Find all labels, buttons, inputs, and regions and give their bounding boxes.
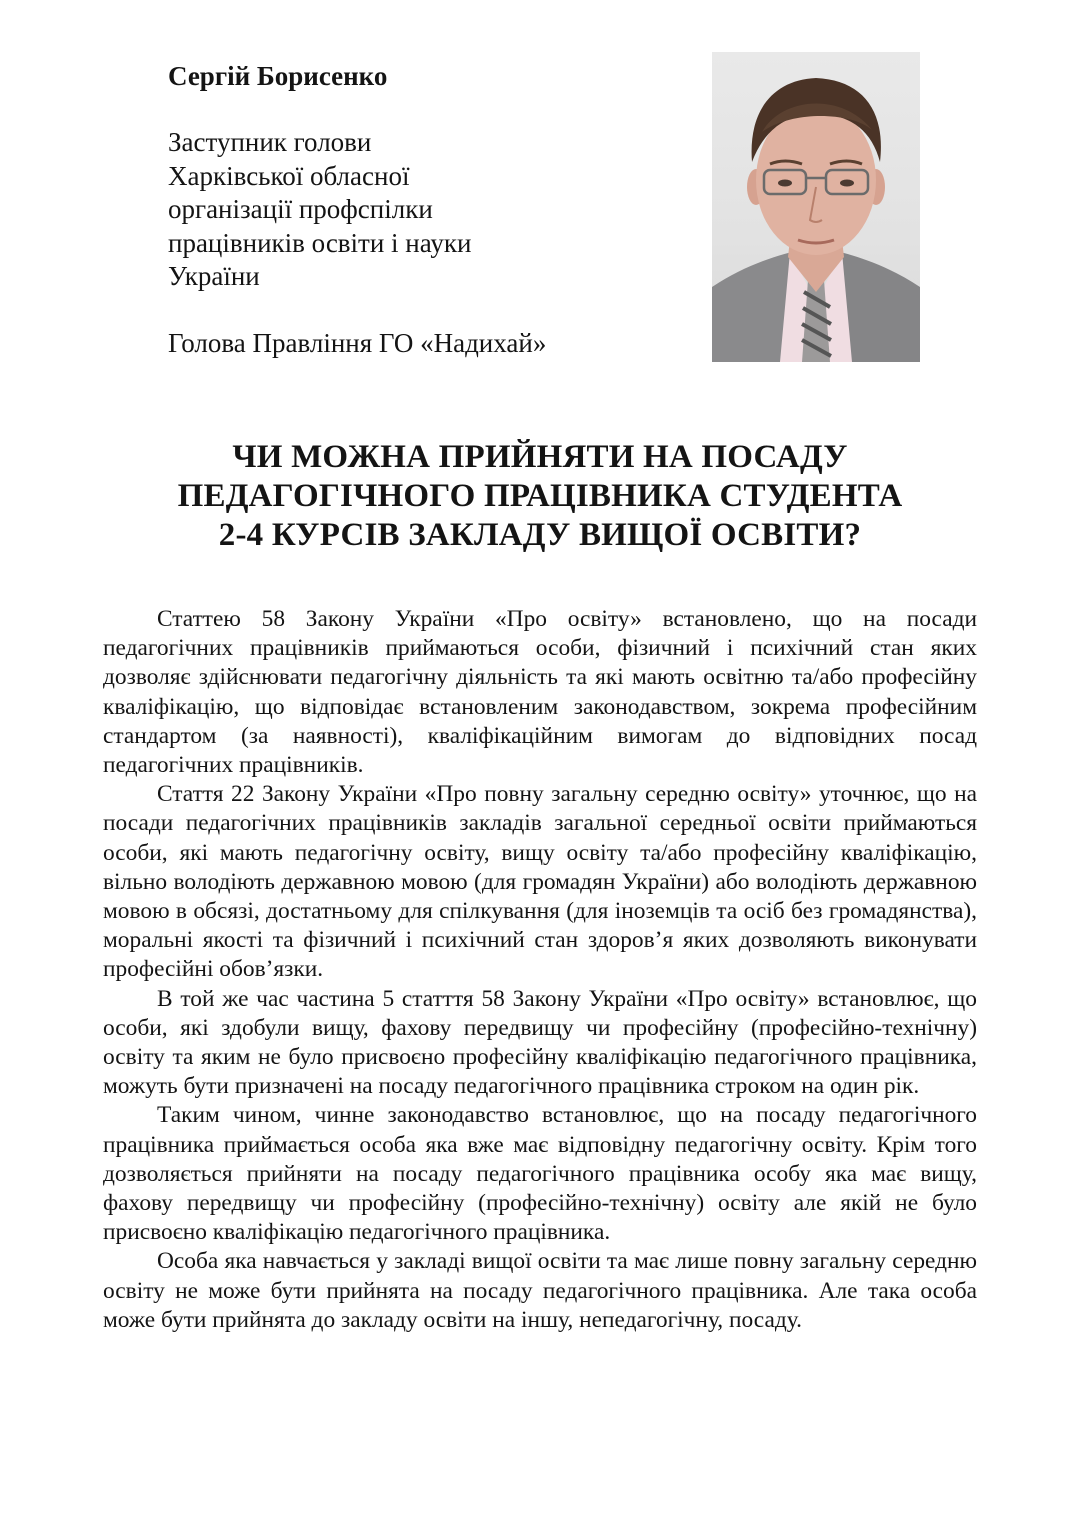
author-position-line: України bbox=[168, 261, 260, 291]
author-position-line: працівників освіти і науки bbox=[168, 227, 472, 258]
body-paragraph: Стаття 22 Закону України «Про повну загальну середню освіту» уточнює, що на посади педагогічних працівників закладів загальної середньої освіти приймаються особи, які мають педагогічну освіту, вищу освіту та/або професійну кваліфікацію, вільно володіють державною мовою (для громадян України) або володіють державною мовою в обсязі, достатньому для спілкування (для іноземців та осіб без громадянства), моральні якості та фізичний і психічний стан здоров’я яких дозволяють виконувати професійні обов’язки. bbox=[103, 781, 977, 983]
article-body bbox=[103, 605, 977, 1335]
author-name: Сергій Борисенко bbox=[168, 61, 388, 91]
author-photo bbox=[712, 52, 920, 362]
author-position-line: Заступник голови bbox=[168, 127, 372, 157]
author-position bbox=[168, 126, 668, 294]
article-title-line: 2-4 КУРСІВ ЗАКЛАДУ ВИЩОЇ ОСВІТИ? bbox=[218, 517, 862, 553]
article-title bbox=[60, 438, 1020, 555]
article-title-line: ЧИ МОЖНА ПРИЙНЯТИ НА ПОСАДУ bbox=[232, 439, 848, 475]
author-portrait-illustration bbox=[712, 52, 920, 362]
body-paragraph: Особа яка навчається у закладі вищої освіти та має лише повну загальну середню освіту не може бути прийнята на посаду педагогічного працівника. Але така особа може бути прийнята до закладу освіти на іншу, непедагогічну, посаду. bbox=[103, 1248, 977, 1333]
article-title-line: ПЕДАГОГІЧНОГО ПРАЦІВНИКА СТУДЕНТА bbox=[177, 478, 903, 514]
author-organization: Голова Правління ГО «Надихай» bbox=[168, 328, 547, 358]
body-paragraph: Статтею 58 Закону України «Про освіту» встановлено, що на посади педагогічних працівників приймаються особи, фізичний і психічний стан яких дозволяє здійснювати педагогічну діяльність та які мають освітню та/або професійну кваліфікацію, що відповідає встановленим законодавством, зокрема професійним стандартом (за наявності), кваліфікаційним вимогам до відповідних посад педагогічних працівників. bbox=[103, 606, 977, 779]
body-paragraph: Таким чином, чинне законодавство встановлює, що на посаду педагогічного працівника приймається особа яка вже має відповідну педагогічну освіту. Крім того дозволяється прийняти на посаду педагогічного працівника особу яка має вищу, фахову передвищу чи професійну (професійно-технічну) освіту але якій не було присвоєно кваліфікацію педагогічного працівника. bbox=[103, 1102, 977, 1246]
body-paragraph: В той же час частина 5 статття 58 Закону України «Про освіту» встановлює, що особи, які здобули вищу, фахову передвищу чи професійну (професійно-технічну) освіту та яким не було присвоєно професійну кваліфікацію педагогічного працівника, можуть бути призначені на посаду педагогічного працівника строком на один рік. bbox=[103, 985, 977, 1100]
author-position-line: Харківської обласної bbox=[168, 160, 410, 191]
author-position-line: організації профспілки bbox=[168, 194, 433, 224]
